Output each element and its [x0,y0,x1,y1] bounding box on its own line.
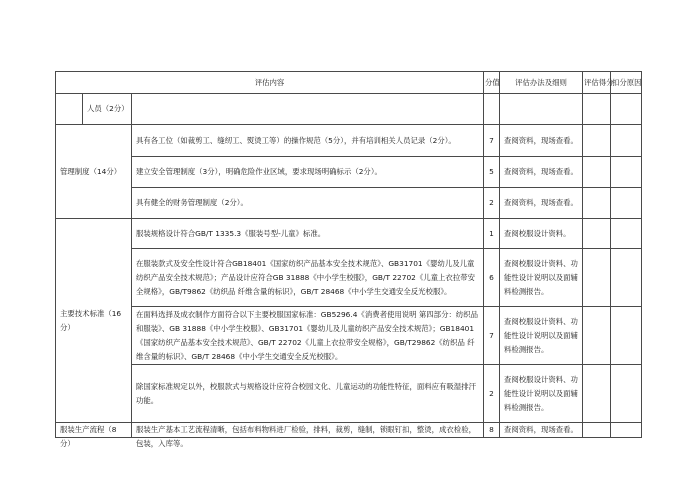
score-cell: 2 [484,365,500,423]
subcategory-cell: 人员（2分） [83,94,132,125]
content-cell: 具有各工位（如裁剪工、缝纫工、熨烫工等）的操作规范（5分），并有培训相关人员记录（2分）。 [132,125,484,157]
method-cell: 查阅校服设计资料。 [500,219,583,249]
content-cell [132,94,484,125]
content-cell: 服装规格设计符合GB/T 1335.3《服装号型-儿童》标准。 [132,219,484,249]
content-cell: 具有健全的财务管理制度（2分）。 [132,188,484,219]
category-cell: 主要技术标准（16分） [56,219,132,423]
deduct-reason-cell [611,188,642,219]
content-cell: 服装生产基本工艺流程清晰，包括布料物料进厂检验，排料，裁剪，缝制，锁眼钉扣，整烫，成衣检验，包装，入库等。 [132,423,484,438]
deduct-reason-cell [611,307,642,365]
content-cell: 在面料选择及成衣制作方面符合以下主要校服国家标准：GB5296.4《消费者使用说明 第四部分：纺织品和服装》、GB 31888《中小学生校服》、GB31701《婴幼儿及儿童纺织产品安全技术规范》；GB18401《国家纺织产品基本安全技术规范》、GB/T 22702《儿童上衣拉带安全规格》，GB/T29862《纺织品 纤维含量的标识》、GB/T 28468《中小学生交通安全反光校服》。 [132,307,484,365]
eval-score-cell [583,219,611,249]
eval-score-cell [583,157,611,188]
score-cell: 7 [484,307,500,365]
table-row [56,125,642,157]
eval-score-cell [583,188,611,219]
category-cell [56,94,83,125]
deduct-reason-cell [611,94,642,125]
deduct-reason-cell [611,423,642,438]
table-row [56,219,642,249]
content-cell: 除国家标准规定以外，校服款式与规格设计应符合校园文化、儿童运动的功能性特征，面料应有吸湿排汗功能。 [132,365,484,423]
eval-score-cell [583,94,611,125]
table-row [56,188,642,219]
table-row [56,365,642,423]
eval-score-cell [583,125,611,157]
deduct-reason-cell [611,157,642,188]
header-deduct-reason: 扣分原因 [611,72,642,94]
method-cell: 查阅资料，现场查看。 [500,188,583,219]
deduct-reason-cell [611,219,642,249]
method-cell [500,94,583,125]
table-row [56,249,642,307]
header-score: 分值 [484,72,500,94]
method-cell: 查阅资料，现场查看。 [500,157,583,188]
category-cell: 管理制度（14分） [56,125,132,219]
method-cell: 查阅校服设计资料、功能性设计说明以及面辅料检测报告。 [500,307,583,365]
table-row [56,423,642,438]
assessment-table [55,71,642,448]
method-cell: 查阅资料，现场查看。 [500,423,583,438]
table-row [56,94,642,125]
eval-score-cell [583,423,611,438]
score-cell [484,94,500,125]
deduct-reason-cell [611,125,642,157]
method-cell: 查阅资料，现场查看。 [500,125,583,157]
eval-score-cell [583,365,611,423]
method-cell: 查阅校服设计资料、功能性设计说明以及面辅料检测报告。 [500,365,583,423]
score-cell: 2 [484,188,500,219]
eval-score-cell [583,249,611,307]
score-cell: 1 [484,219,500,249]
deduct-reason-cell [611,365,642,423]
category-cell: 服装生产流程（8分） [56,423,132,438]
score-cell: 5 [484,157,500,188]
header-content: 评估内容 [56,72,484,94]
content-cell: 在服装款式及安全性设计符合GB18401《国家纺织产品基本安全技术规范》、GB31701《婴幼儿及儿童纺织产品安全技术规范》；产品设计应符合GB 31888《中小学生校服》，GB/T 22702《儿童上衣拉带安全规格》，GB/T9862《纺织品 纤维含量的标识》，GB/T 28468《中小学生交通安全反光校服》。 [132,249,484,307]
score-cell: 8 [484,423,500,438]
method-cell: 查阅校服设计资料、功能性设计说明以及面辅料检测报告。 [500,249,583,307]
table-row [56,157,642,188]
score-cell: 7 [484,125,500,157]
content-cell: 建立安全管理制度（3分），明确危险作业区域，要求现场明确标示（2分）。 [132,157,484,188]
header-method: 评估办法及细则 [500,72,583,94]
header-eval-score: 评估得分 [583,72,611,94]
eval-score-cell [583,307,611,365]
deduct-reason-cell [611,249,642,307]
table-header-row [56,72,642,94]
table-row [56,307,642,365]
score-cell: 6 [484,249,500,307]
